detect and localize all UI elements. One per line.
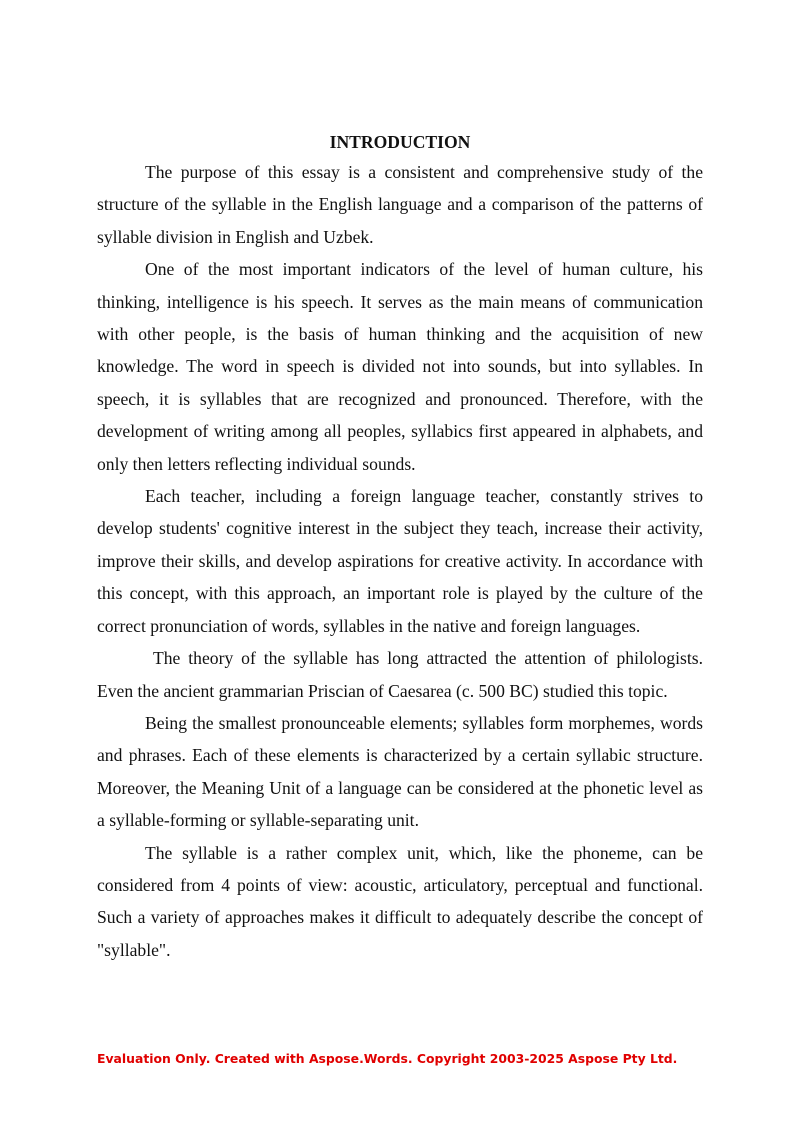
paragraph-elements: Being the smallest pronounceable elements; syllables form morphemes, words and phrases. Each of these elements is characterized by a certain syllabic structure. Moreover, the Meaning Unit of a language can be considered at the phonetic level as a syllable-forming or syllable-separating unit. [97,712,703,831]
paragraph-purpose: The purpose of this essay is a consistent and comprehensive study of the structure of the syllable in the English language and a comparison of the patterns of syllable division in English and Uzbek. [97,162,703,247]
page-title: INTRODUCTION [329,132,471,152]
paragraph-complex-unit: The syllable is a rather complex unit, which, like the phoneme, can be considered from 4 points of view: acoustic, articulatory, perceptual and functional. Such a variety of approaches makes it difficult to adequately describe the concept of "syllable". [97,842,703,960]
evaluation-watermark: Evaluation Only. Created with Aspose.Words. Copyright 2003-2025 Aspose Pty Ltd. [97,1051,678,1066]
paragraph-teacher: Each teacher, including a foreign language teacher, constantly strives to develop students' cognitive interest in the subject they teach, increase their activity, improve their skills, and develop aspirations for creative activity. In accordance with this concept, with this approach, an important role is played by the culture of the correct pronunciation of words, syllables in the native and foreign languages. [97,486,703,636]
document-body [97,129,703,966]
paragraph-speech: One of the most important indicators of the level of human culture, his thinking, intelligence is his speech. It serves as the main means of communication with other people, is the basis of human thinking and the acquisition of new knowledge. The word in speech is divided not into sounds, but into syllables. In speech, it is syllables that are recognized and pronounced. Therefore, with the development of writing among all peoples, syllabics first appeared in alphabets, and only then letters reflecting individual sounds. [97,259,703,474]
paragraph-theory: The theory of the syllable has long attracted the attention of philologists. Even the ancient grammarian Priscian of Caesarea (c. 500 BC) studied this topic. [97,648,703,701]
